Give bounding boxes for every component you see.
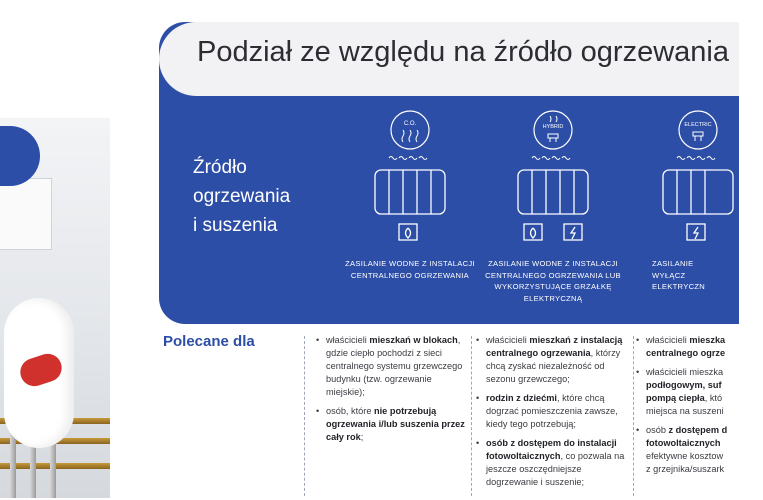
column-caption-co: ZASILANIE WODNE Z INSTALACJI CENTRALNEGO OGRZEWANIA: [345, 259, 475, 280]
list-item: • rodzin z dziećmi, które chcą dogrzać pomieszczenia zawsze, kiedy tego potrzebują;: [476, 392, 628, 431]
column-divider: [304, 336, 305, 496]
list-item-continued: miejsca na suszeni: [646, 406, 724, 416]
list-item: • właścicieli mieszkań w blokach, gdzie ciepło pochodzi z sieci centralnego systemu grzewczego budynku (tzw. ogrzewanie miejskie);: [316, 334, 466, 399]
list-item-continued: podłogowym, suf: [646, 380, 722, 390]
radiator-electric-icon: [633, 108, 720, 238]
photo-cabinet: [0, 178, 52, 250]
list-item-continued: efektywne kosztow: [646, 451, 724, 461]
badge-label: HYBRID: [542, 124, 564, 130]
badge-label: ELECTRIC: [684, 122, 712, 128]
recommend-list-electric: [636, 334, 728, 476]
radiator-hybrid-icon: [488, 108, 618, 238]
column-divider: [471, 336, 472, 496]
radiator-co-icon: [345, 108, 475, 238]
list-item-continued: fotowoltaicznych: [646, 438, 721, 448]
column-divider: [633, 336, 634, 496]
list-item: • właścicieli mieszkań z instalacją centralnego ogrzewania, którzy chcą zyskać niezależność od sezonu grzewczego;: [476, 334, 628, 386]
list-item-continued: centralnego ogrze: [646, 348, 726, 358]
badge-label: C.O.: [403, 121, 417, 127]
recommended-for-label: Polecane dla: [163, 333, 255, 350]
recommend-list-hybrid: [476, 334, 628, 495]
list-item: • osób, które nie potrzebują ogrzewania i/lub suszenia przez cały rok;: [316, 405, 466, 444]
list-item: • właścicieli mieszka: [636, 366, 720, 379]
page-title: Podział ze względu na źródło ogrzewania: [197, 36, 729, 68]
list-item: • osób z dostępem d: [636, 424, 720, 437]
recommend-list-co: [316, 334, 466, 450]
list-item: • osób z dostępem do instalacji fotowoltaicznych, co pozwala na jeszcze oszczędniejsze dogrzewanie i suszenie;: [476, 437, 628, 489]
list-item: • właścicieli mieszka: [636, 334, 720, 347]
list-item-continued: pompą ciepła, któ: [646, 393, 723, 403]
column-caption-electric: ZASILANIE WYŁĄCZ ELEKTRYCZN: [652, 259, 706, 291]
list-item-continued: z grzejnika/suszark: [646, 464, 725, 474]
heating-source-label: Źródło ogrzewania i suszenia: [193, 157, 291, 236]
column-caption-hybrid: ZASILANIE WODNE Z INSTALACJI CENTRALNEGO OGRZEWANIA LUB WYKORZYSTUJĄCE GRZAŁKĘ ELEKTRYCZNĄ: [485, 259, 621, 303]
